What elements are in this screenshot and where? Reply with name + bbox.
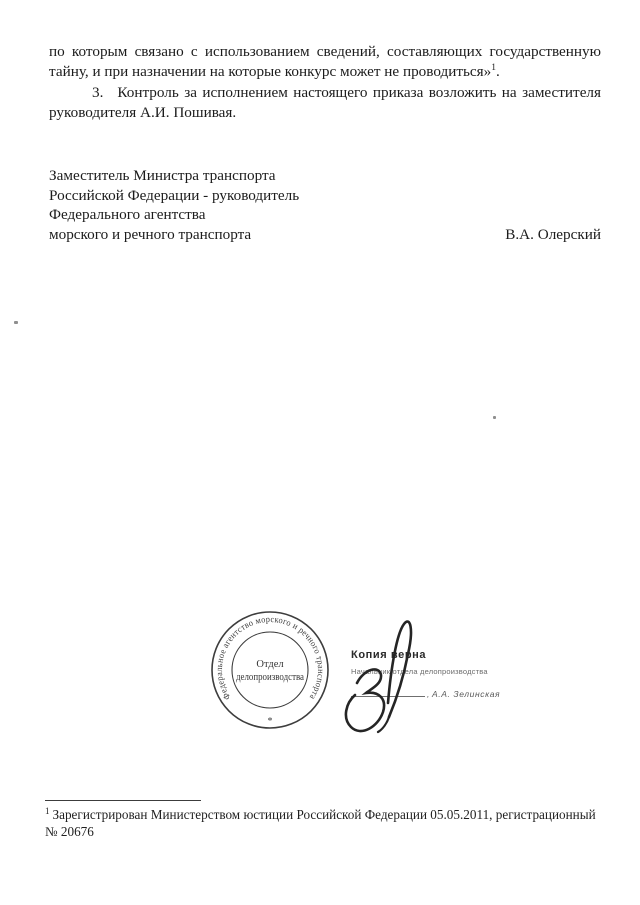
stamp-star: * (267, 711, 273, 722)
paragraph2-number: 3. (92, 83, 104, 101)
footnote (45, 806, 605, 840)
stamp-ring-text: Федеральное агентство морского и речного транспорта (213, 613, 327, 703)
signoff-title-line-1: Заместитель Министра транспорта (49, 167, 276, 184)
paragraph2-line1 (49, 83, 601, 103)
signoff-title-line-2: Российской Федерации - руководитель (49, 186, 300, 204)
copy-certification-title: Копия верна (351, 649, 427, 661)
paragraph1-line2-text: тайну, и при назначении на которые конкурс может не проводиться» (49, 63, 492, 81)
certifier-name: А.А. Зелинская (431, 689, 501, 699)
signoff-title-line-3: Федерального агентства (49, 206, 206, 224)
scan-speckle (14, 321, 18, 324)
footnote-reference-mark: 1 (491, 63, 496, 74)
order-body-text (49, 42, 601, 124)
signer-name: В.А. Олерский (505, 225, 601, 243)
footnote-text: Зарегистрирован Министерством юстиции Российской Федерации 05.05.2011, регистрационный № 20676 (45, 807, 596, 839)
stamp-outer-ring (212, 612, 328, 728)
signoff-title-line-4: морского и речного транспорта (49, 225, 252, 243)
paragraph1-line2 (49, 62, 601, 82)
footnote-number: 1 (45, 805, 50, 816)
stamp-center-line1: Отдел (256, 659, 284, 670)
paragraph1-line1: по которым связано с использованием сведений, составляющих государственную (49, 43, 601, 60)
stamp-inner-ring (232, 632, 308, 708)
round-stamp (208, 609, 332, 733)
stamp-center-line2: делопроизводства (236, 672, 305, 683)
paragraph2-line1-text: Контроль за исполнением настоящего приказа возложить на заместителя (117, 83, 601, 101)
signoff-block (49, 166, 601, 244)
paragraph1-line2-period: . (495, 63, 500, 81)
certifier-comma: , (427, 689, 430, 699)
paragraph2-line2: руководителя А.И. Пошивая. (49, 104, 237, 122)
scan-speckle (493, 416, 496, 419)
footnote-separator (45, 800, 201, 801)
handwritten-signature (333, 597, 438, 747)
certifier-role: Начальник отдела делопроизводства (351, 667, 488, 676)
